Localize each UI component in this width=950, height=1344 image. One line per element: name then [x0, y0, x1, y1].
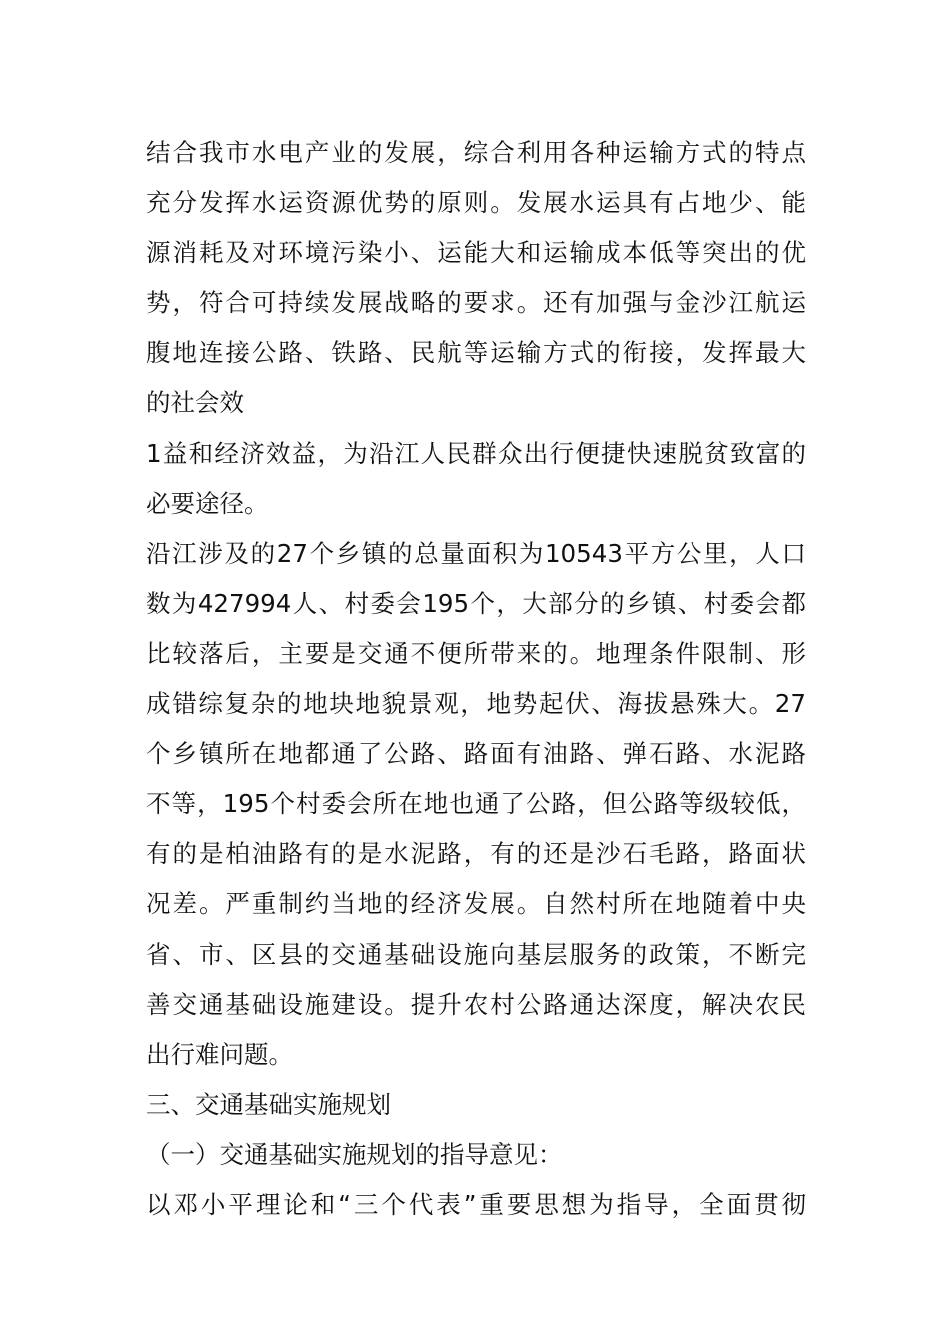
text-line: 的社会效: [146, 388, 244, 418]
text-line: 况差。严重制约当地的经济发展。自然村所在地随着中央: [146, 889, 806, 919]
text-line: 个乡镇所在地都通了公路、路面有油路、弹石路、水泥路: [146, 739, 806, 769]
text-line: 善交通基础设施建设。提升农村公路通达深度，解决农民: [146, 989, 806, 1019]
text-line: 成错综复杂的地块地貌景观，地势起伏、海拔悬殊大。27: [146, 689, 806, 719]
body-text: [146, 128, 806, 1230]
text-line: 腹地连接公路、铁路、民航等运输方式的衔接，发挥最大: [146, 338, 806, 368]
section-heading: 三、交通基础实施规划: [146, 1089, 391, 1119]
text-line: 源消耗及对环境污染小、运能大和运输成本低等突出的优: [146, 238, 806, 268]
text-line: 省、市、区县的交通基础设施向基层服务的政策，不断完: [146, 939, 806, 969]
text-line: 势，符合可持续发展战略的要求。还有加强与金沙江航运: [146, 288, 806, 318]
text-line: 充分发挥水运资源优势的原则。发展水运具有占地少、能: [146, 188, 806, 218]
text-line: 沿江涉及的27个乡镇的总量面积为10543平方公里，人口: [146, 538, 806, 568]
text-line: 比较落后，主要是交通不便所带来的。地理条件限制、形: [146, 638, 806, 668]
subsection-heading: （一）交通基础实施规划的指导意见：: [146, 1139, 563, 1169]
text-line: 数为427994人、村委会195个，大部分的乡镇、村委会都: [146, 588, 806, 618]
text-line: 必要途径。: [146, 488, 269, 518]
text-line: 出行难问题。: [146, 1039, 293, 1069]
text-line: 1益和经济效益，为沿江人民群众出行便捷快速脱贫致富的: [146, 438, 806, 468]
text-line: 以邓小平理论和“三个代表”重要思想为指导，全面贯彻: [146, 1189, 806, 1219]
text-line: 有的是柏油路有的是水泥路，有的还是沙石毛路，路面状: [146, 839, 806, 869]
text-line: 不等，195个村委会所在地也通了公路，但公路等级较低，: [146, 789, 806, 819]
text-line: 结合我市水电产业的发展，综合利用各种运输方式的特点: [146, 138, 806, 167]
